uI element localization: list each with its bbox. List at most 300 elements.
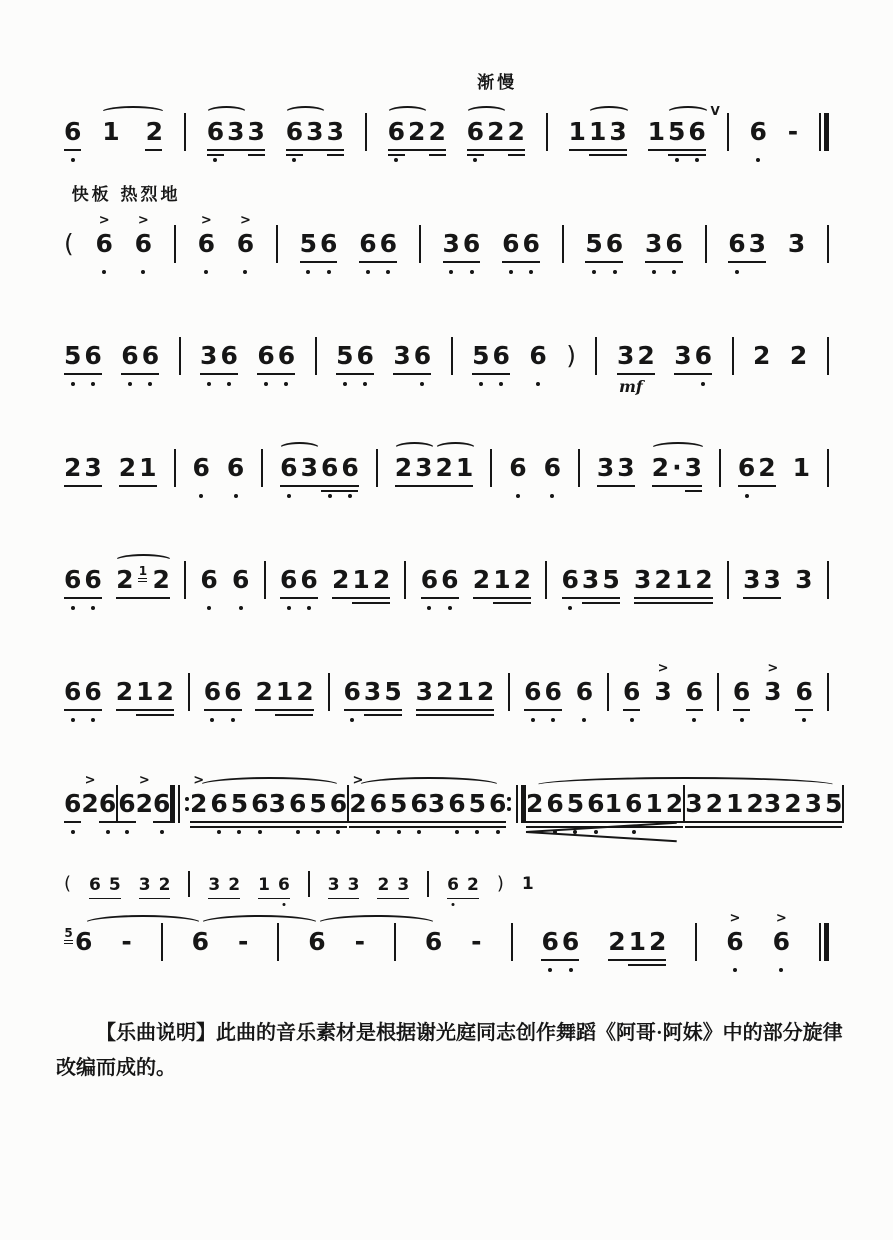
note-digit: 6 bbox=[665, 229, 683, 258]
note-digit: 2 bbox=[228, 874, 241, 895]
note bbox=[248, 119, 265, 145]
note-digit: 6 bbox=[191, 927, 210, 956]
note bbox=[227, 455, 244, 481]
beam-line bbox=[280, 597, 318, 599]
note bbox=[153, 791, 170, 817]
note-group bbox=[541, 929, 579, 955]
note-digit: 6 bbox=[448, 789, 466, 818]
note bbox=[278, 343, 295, 369]
parenthesis: ( bbox=[64, 229, 74, 258]
note bbox=[652, 455, 669, 481]
note bbox=[159, 875, 171, 894]
note bbox=[410, 791, 427, 817]
note-group bbox=[336, 343, 374, 369]
note bbox=[436, 679, 453, 705]
note bbox=[397, 875, 409, 894]
note bbox=[649, 929, 666, 955]
note-group bbox=[377, 875, 409, 894]
note-digit: 1 bbox=[102, 117, 120, 146]
octave-dot bbox=[237, 830, 241, 834]
measure-row bbox=[64, 542, 829, 618]
breath-mark: V bbox=[710, 104, 720, 118]
note-digit: 2 bbox=[513, 565, 531, 594]
octave-dot bbox=[529, 270, 533, 274]
dash-note: - bbox=[787, 117, 799, 146]
repeat-dots bbox=[506, 797, 512, 811]
note-digit: 3 bbox=[415, 677, 434, 706]
note bbox=[228, 875, 240, 894]
note-digit: 6 bbox=[251, 789, 269, 818]
note-digit: 6 bbox=[726, 927, 744, 956]
note bbox=[258, 875, 270, 894]
beam-line bbox=[628, 964, 666, 966]
barline bbox=[732, 337, 734, 375]
note-group bbox=[645, 231, 683, 257]
barline bbox=[827, 337, 829, 375]
note-digit: 6 bbox=[277, 874, 290, 895]
note-group bbox=[733, 679, 750, 705]
note-digit: 6 bbox=[95, 229, 113, 258]
note bbox=[784, 791, 801, 817]
note bbox=[688, 104, 720, 146]
note-group bbox=[395, 455, 474, 481]
beam-line bbox=[764, 826, 843, 828]
note-group bbox=[64, 455, 102, 481]
octave-dot bbox=[475, 830, 479, 834]
beam-line bbox=[349, 826, 428, 828]
note-digit: 3 bbox=[300, 453, 318, 482]
repeat-close-barline bbox=[506, 784, 526, 824]
note bbox=[109, 875, 121, 894]
note bbox=[99, 791, 116, 817]
note bbox=[134, 213, 153, 258]
note bbox=[139, 875, 151, 894]
note bbox=[493, 567, 510, 593]
note-digit: 2 bbox=[64, 453, 82, 482]
note-group bbox=[685, 791, 764, 817]
note-digit: 6 bbox=[280, 453, 298, 482]
beam-line bbox=[89, 898, 121, 899]
beam-line bbox=[728, 261, 766, 263]
note bbox=[665, 231, 682, 257]
barline bbox=[376, 449, 378, 487]
measure-row bbox=[64, 206, 829, 282]
note bbox=[207, 119, 224, 145]
beam-line bbox=[269, 821, 348, 823]
note bbox=[64, 119, 81, 145]
note-group bbox=[257, 343, 295, 369]
octave-dot bbox=[91, 718, 95, 722]
note-group bbox=[200, 343, 238, 369]
note bbox=[634, 567, 651, 593]
accent-mark: > bbox=[98, 213, 110, 228]
beam-line bbox=[204, 709, 242, 711]
dash-note: - bbox=[237, 927, 249, 956]
beam-line bbox=[332, 597, 390, 599]
note bbox=[348, 875, 360, 894]
note-digit: 5 bbox=[602, 565, 620, 594]
octave-dot bbox=[613, 270, 617, 274]
accent-mark: > bbox=[352, 773, 364, 788]
octave-dot bbox=[102, 270, 106, 274]
note bbox=[356, 343, 373, 369]
note-digit: 3 bbox=[84, 453, 102, 482]
note-group bbox=[608, 929, 666, 955]
beam-line bbox=[328, 898, 360, 899]
note-group bbox=[674, 343, 712, 369]
beam-line bbox=[429, 154, 446, 156]
note-group bbox=[795, 679, 812, 705]
slur bbox=[285, 106, 326, 119]
accent-mark: > bbox=[137, 213, 149, 228]
note bbox=[84, 567, 101, 593]
note-group bbox=[647, 104, 720, 146]
note-digit: 1 bbox=[647, 117, 665, 146]
octave-dot bbox=[536, 382, 540, 386]
final-barline bbox=[819, 922, 829, 962]
octave-dot bbox=[160, 830, 164, 834]
note-digit: 6 bbox=[197, 229, 215, 258]
octave-dot bbox=[427, 606, 431, 610]
note-group bbox=[139, 875, 171, 894]
note-digit: 6 bbox=[341, 453, 359, 482]
tempo-marking: 快板 热烈地 bbox=[71, 185, 181, 205]
note-digit: 6 bbox=[522, 229, 540, 258]
note-digit: 6 bbox=[737, 453, 756, 482]
note-digit: 6 bbox=[489, 789, 507, 818]
beam-line bbox=[541, 959, 579, 961]
note-digit: · bbox=[672, 453, 682, 482]
note-digit: 1 bbox=[588, 117, 607, 146]
beam-line bbox=[327, 154, 344, 156]
octave-dot bbox=[479, 382, 483, 386]
octave-dot bbox=[284, 382, 288, 386]
barline bbox=[562, 225, 564, 263]
note-group bbox=[204, 679, 242, 705]
score-line bbox=[64, 73, 829, 170]
note bbox=[95, 213, 113, 258]
barline bbox=[727, 113, 729, 151]
note bbox=[121, 343, 138, 369]
note bbox=[373, 567, 390, 593]
beam-line bbox=[447, 898, 479, 899]
beam-line bbox=[393, 373, 431, 375]
slur bbox=[387, 106, 428, 119]
note-digit: 3 bbox=[208, 874, 221, 895]
note-digit: 6 bbox=[410, 789, 428, 818]
note bbox=[301, 455, 318, 481]
note-group bbox=[425, 929, 442, 955]
note bbox=[421, 567, 438, 593]
beam-line bbox=[207, 154, 224, 156]
note-digit: 6 bbox=[544, 677, 562, 706]
beam-line bbox=[336, 373, 374, 375]
octave-dot bbox=[125, 830, 129, 834]
note-group bbox=[64, 679, 102, 705]
octave-dot bbox=[106, 830, 110, 834]
repeat-open-barline bbox=[170, 784, 190, 824]
note bbox=[654, 661, 672, 706]
beam-line bbox=[116, 709, 174, 711]
note-digit: 3 bbox=[397, 874, 410, 895]
note-group bbox=[255, 679, 313, 705]
octave-dot bbox=[292, 158, 296, 162]
beam-line bbox=[359, 261, 397, 263]
note bbox=[706, 791, 723, 817]
note-digit: 6 bbox=[277, 341, 296, 370]
note bbox=[425, 929, 442, 955]
note-digit: 3 bbox=[363, 677, 382, 706]
note-group bbox=[416, 679, 495, 705]
barline bbox=[595, 337, 597, 375]
note bbox=[224, 679, 241, 705]
note-digit: 2 bbox=[705, 789, 723, 818]
note-digit: 3 bbox=[326, 117, 344, 146]
beam-line bbox=[738, 485, 776, 487]
beam-line bbox=[258, 898, 290, 899]
note-digit: 2 bbox=[651, 453, 670, 482]
measure-row bbox=[64, 654, 829, 730]
note bbox=[666, 791, 683, 817]
beam-line bbox=[634, 602, 713, 604]
note-digit: 6 bbox=[89, 874, 101, 895]
beam-line bbox=[352, 602, 390, 604]
beam-line bbox=[286, 149, 344, 151]
grace-note bbox=[138, 563, 148, 582]
note bbox=[617, 455, 634, 481]
note bbox=[629, 929, 646, 955]
note-digit: 6 bbox=[64, 565, 82, 594]
note-group bbox=[654, 661, 672, 706]
note bbox=[605, 791, 622, 817]
note bbox=[695, 567, 712, 593]
octave-dot bbox=[350, 718, 354, 722]
slur bbox=[588, 106, 630, 119]
beam-line bbox=[428, 826, 507, 828]
note-digit: 5 bbox=[472, 341, 490, 370]
note-group bbox=[64, 791, 81, 817]
note-digit: 6 bbox=[447, 874, 459, 895]
note bbox=[200, 567, 217, 593]
note bbox=[589, 119, 606, 145]
dynamic-marking: mf bbox=[618, 377, 643, 396]
note-group bbox=[388, 119, 446, 145]
note bbox=[286, 119, 303, 145]
note-group bbox=[616, 341, 655, 396]
octave-dot bbox=[348, 494, 352, 498]
note-digit: 2 bbox=[695, 565, 713, 594]
note bbox=[84, 679, 101, 705]
note-group bbox=[189, 773, 269, 818]
note-group bbox=[764, 791, 843, 817]
octave-dot bbox=[71, 606, 75, 610]
beam-line bbox=[119, 485, 157, 487]
note bbox=[749, 119, 766, 145]
note-group bbox=[286, 119, 344, 145]
note bbox=[509, 455, 526, 481]
octave-dot bbox=[376, 830, 380, 834]
note bbox=[64, 343, 81, 369]
beam-line bbox=[395, 485, 474, 487]
note bbox=[567, 791, 584, 817]
octave-dot bbox=[448, 606, 452, 610]
note bbox=[524, 679, 541, 705]
note bbox=[64, 679, 81, 705]
note-digit: 2 bbox=[135, 789, 154, 818]
note-group bbox=[207, 119, 265, 145]
note-group bbox=[526, 791, 605, 817]
repeat-dot bbox=[507, 797, 511, 801]
note-digit: 2 bbox=[81, 789, 99, 818]
beam-line bbox=[685, 490, 702, 492]
note-digit: 1 bbox=[136, 677, 154, 706]
octave-dot bbox=[316, 830, 320, 834]
note bbox=[102, 119, 119, 145]
octave-dot bbox=[692, 718, 696, 722]
octave-dot bbox=[675, 158, 679, 162]
beam-line bbox=[617, 373, 655, 375]
grace-underline bbox=[138, 581, 147, 582]
barline bbox=[508, 673, 510, 711]
beam-line bbox=[64, 709, 102, 711]
note-group bbox=[64, 567, 102, 593]
note-digit: 6 bbox=[466, 117, 485, 146]
measure-row bbox=[64, 430, 829, 506]
note bbox=[116, 679, 133, 705]
beam-line bbox=[64, 373, 102, 375]
note bbox=[441, 567, 458, 593]
note-group bbox=[349, 773, 428, 818]
note bbox=[84, 455, 101, 481]
octave-dot bbox=[287, 494, 291, 498]
octave-dot bbox=[71, 158, 75, 162]
note bbox=[289, 791, 306, 817]
barline bbox=[545, 561, 547, 599]
barline bbox=[727, 561, 729, 599]
octave-dot bbox=[199, 494, 203, 498]
note-digit: 1 bbox=[139, 453, 157, 482]
note bbox=[795, 679, 812, 705]
note-group bbox=[269, 791, 348, 817]
beam-line bbox=[208, 898, 240, 899]
note-digit: 6 bbox=[543, 453, 561, 482]
note bbox=[64, 791, 81, 817]
note-group bbox=[562, 567, 620, 593]
note-group bbox=[81, 773, 99, 818]
note bbox=[231, 791, 248, 817]
tie bbox=[84, 915, 203, 932]
note-digit: 2 bbox=[115, 677, 134, 706]
octave-dot bbox=[328, 494, 332, 498]
beam-line bbox=[388, 154, 405, 156]
octave-dot bbox=[455, 830, 459, 834]
note-group bbox=[280, 567, 318, 593]
note: 3 bbox=[795, 565, 813, 594]
barline bbox=[705, 225, 707, 263]
beam-line bbox=[467, 154, 484, 156]
note bbox=[608, 929, 625, 955]
note-digit: 2 bbox=[467, 874, 479, 895]
note-digit: 6 bbox=[98, 789, 117, 818]
tempo-marking: 渐慢 bbox=[477, 73, 518, 93]
note-digit: 5 bbox=[336, 341, 354, 370]
note-digit: 6 bbox=[623, 677, 641, 706]
barline bbox=[179, 337, 181, 375]
beam-line bbox=[648, 149, 706, 151]
beam-line bbox=[585, 261, 623, 263]
octave-dot bbox=[672, 270, 676, 274]
barline bbox=[188, 673, 190, 711]
beam-line bbox=[652, 485, 702, 487]
octave-dot bbox=[227, 382, 231, 386]
note-digit: 2 bbox=[296, 677, 314, 706]
note-digit: 6 bbox=[224, 677, 242, 706]
beam-line bbox=[286, 154, 303, 156]
note-digit: 3 bbox=[247, 117, 265, 146]
octave-dot bbox=[141, 270, 145, 274]
beam-line bbox=[207, 149, 265, 151]
note bbox=[251, 791, 268, 817]
note-digit: 6 bbox=[75, 927, 93, 956]
note bbox=[408, 119, 425, 145]
octave-dot bbox=[499, 382, 503, 386]
octave-dot bbox=[343, 382, 347, 386]
note-group bbox=[192, 455, 209, 481]
dash-note: - bbox=[121, 927, 132, 956]
note-digit: 2 bbox=[525, 789, 544, 818]
note-digit: 6 bbox=[694, 341, 713, 370]
note-digit: 5 bbox=[299, 229, 318, 258]
note bbox=[695, 343, 712, 369]
note-digit: 6 bbox=[64, 789, 82, 818]
octave-dot bbox=[735, 270, 739, 274]
note-digit: 6 bbox=[134, 229, 153, 258]
note-digit: 6 bbox=[203, 677, 222, 706]
note bbox=[487, 119, 504, 145]
beam-line bbox=[608, 959, 666, 961]
slur bbox=[101, 106, 165, 119]
note-group bbox=[300, 231, 338, 257]
note-digit: 5 bbox=[309, 789, 327, 818]
note bbox=[562, 567, 579, 593]
octave-dot bbox=[420, 382, 424, 386]
slur bbox=[206, 106, 247, 119]
note-digit: 3 bbox=[427, 789, 446, 818]
note bbox=[469, 791, 486, 817]
note-group bbox=[135, 773, 154, 818]
octave-dot bbox=[470, 270, 474, 274]
accent-mark: > bbox=[767, 661, 779, 676]
barline bbox=[607, 673, 609, 711]
octave-dot bbox=[568, 606, 572, 610]
accent-mark: > bbox=[138, 773, 150, 788]
note-digit: 6 bbox=[200, 565, 218, 594]
note bbox=[587, 791, 604, 817]
note bbox=[668, 119, 685, 145]
note bbox=[456, 455, 473, 481]
barline bbox=[578, 449, 580, 487]
note bbox=[139, 455, 156, 481]
note-digit: 6 bbox=[575, 677, 594, 706]
note bbox=[278, 875, 290, 894]
note bbox=[384, 679, 401, 705]
note-group bbox=[428, 791, 507, 817]
beam-line bbox=[421, 597, 459, 599]
barline-thick bbox=[824, 923, 829, 961]
octave-dot bbox=[239, 606, 243, 610]
slur bbox=[394, 442, 435, 455]
parenthesis: ) bbox=[566, 341, 577, 370]
